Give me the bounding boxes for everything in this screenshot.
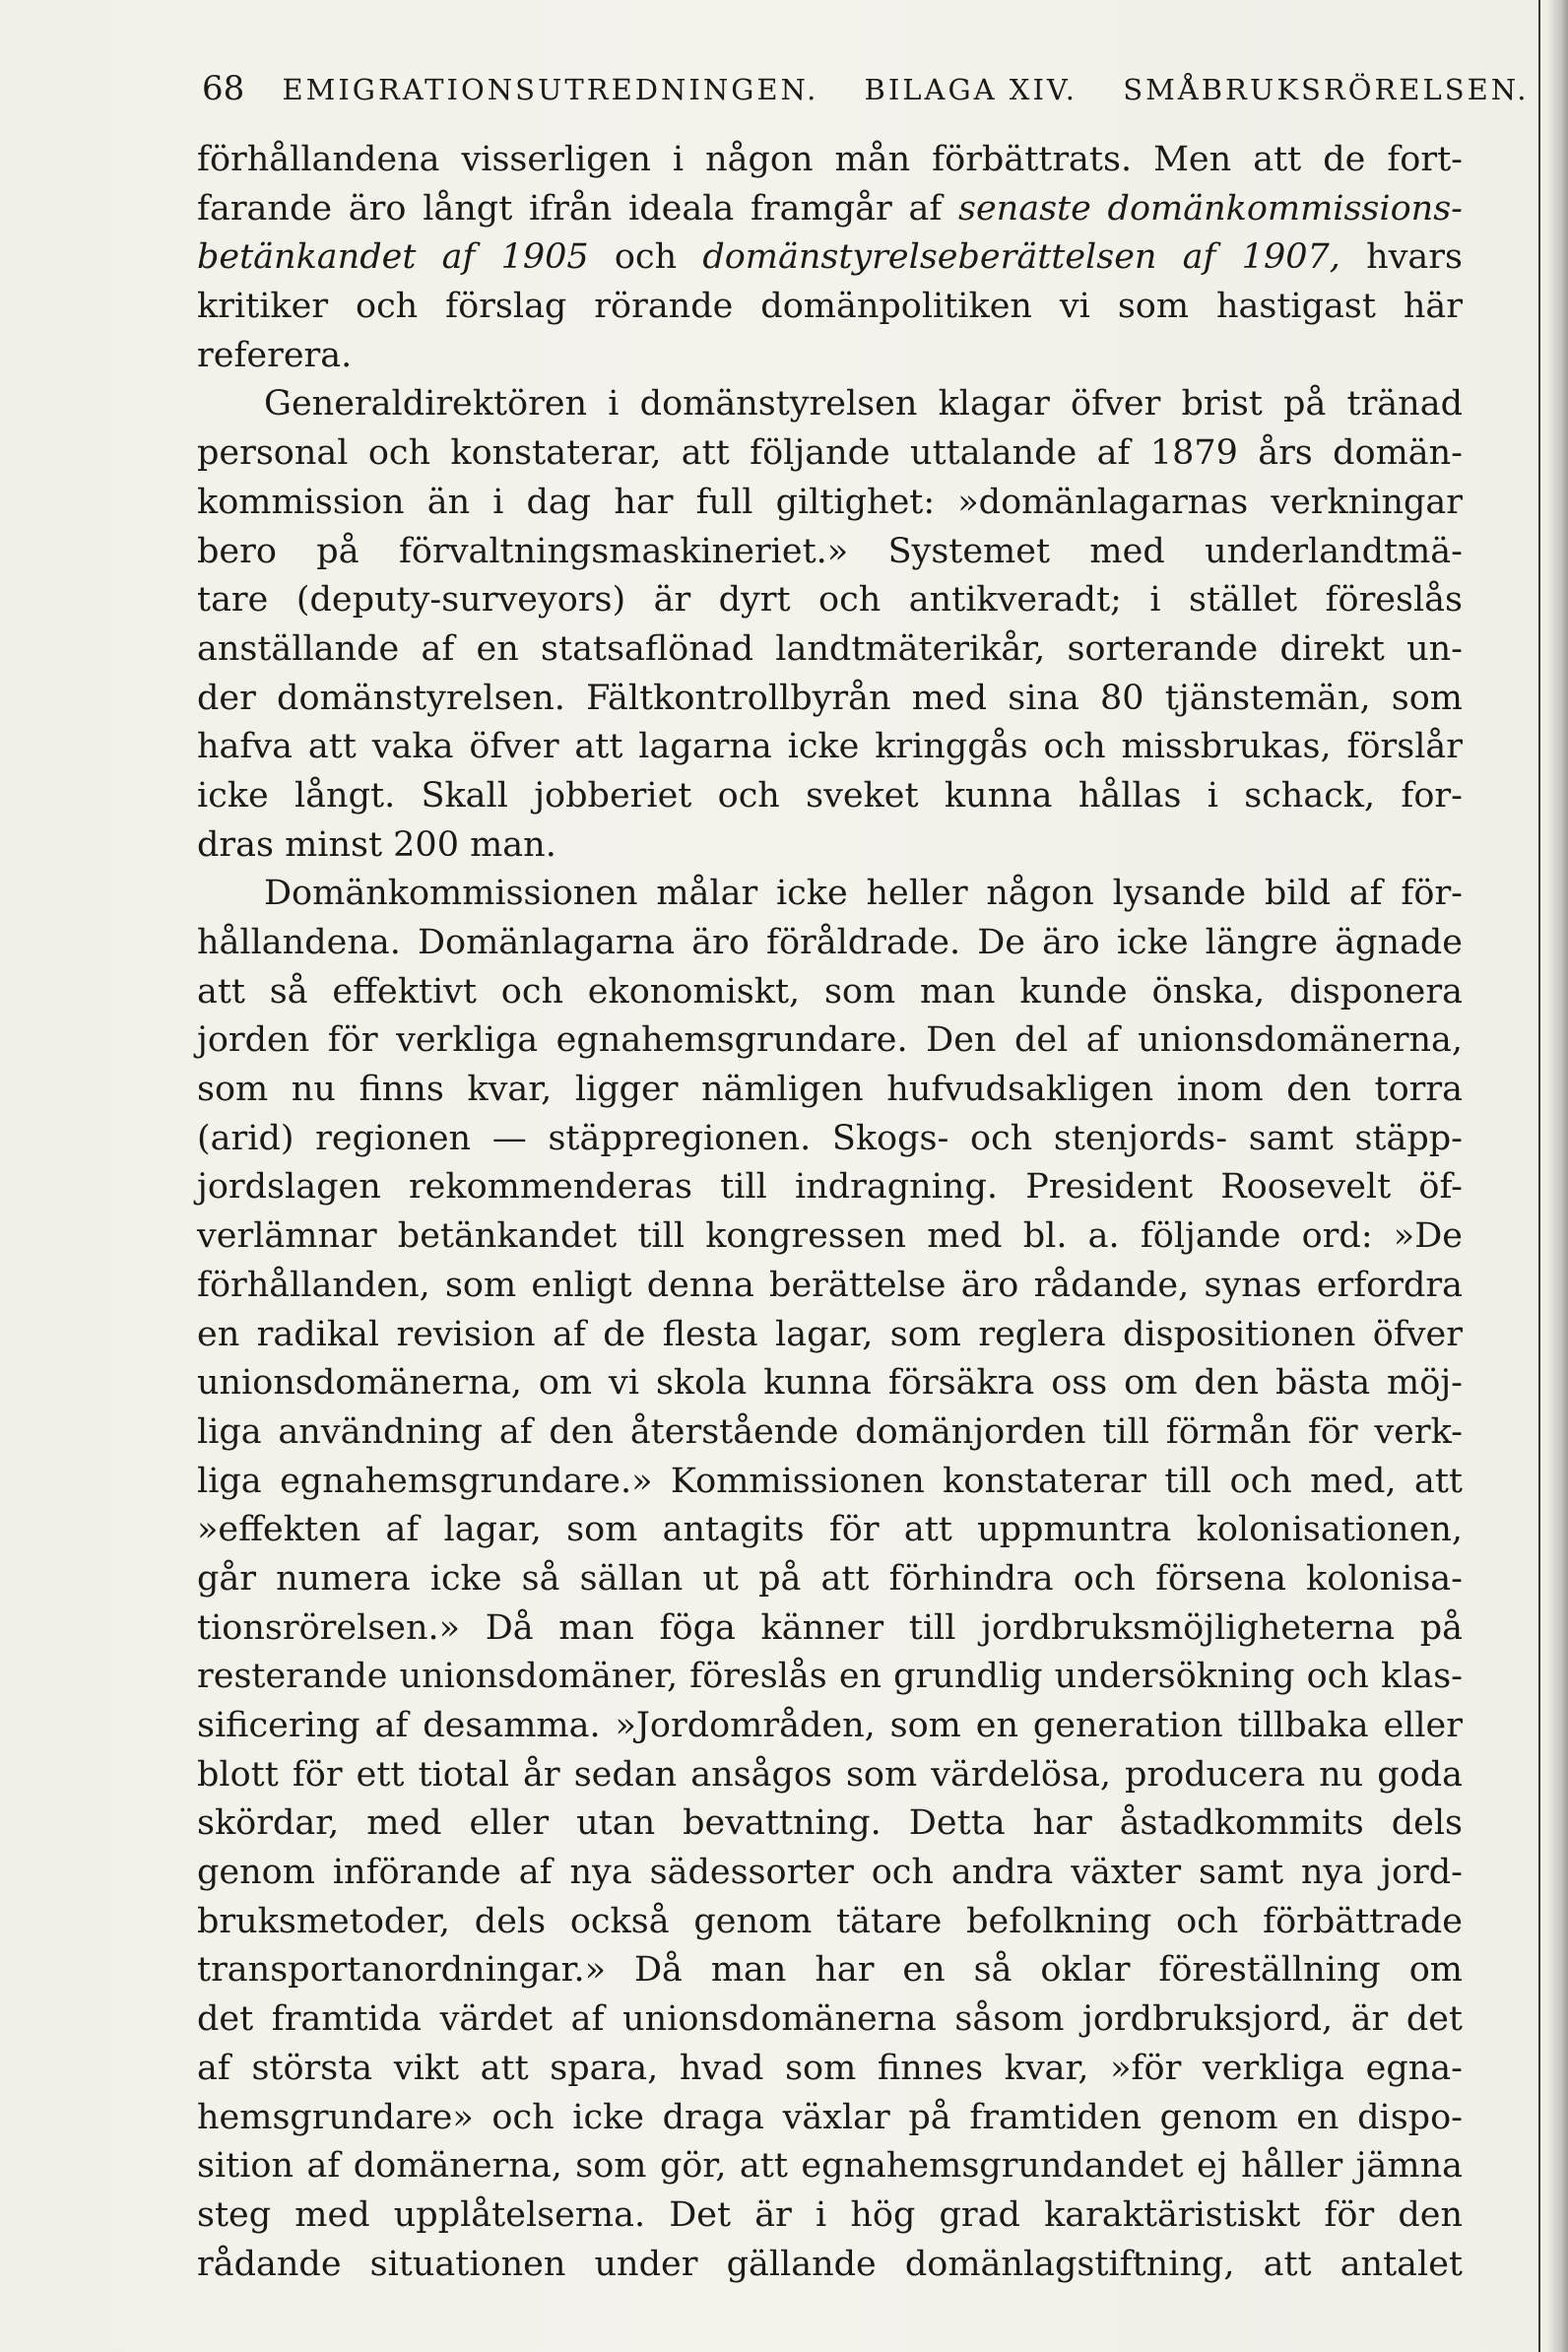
text-line: sition af domänerna, som gör, att egnahemsgrundandet ej håller jämna xyxy=(197,2146,1463,2187)
text-line: som nu finns kvar, ligger nämligen hufvudsakligen inom den torra xyxy=(197,1070,1463,1110)
text-line: »effekten af lagar, som antagits för att uppmuntra kolonisationen, xyxy=(197,1510,1463,1550)
text-line: går numera icke så sällan ut på att förhindra och försena kolonisa- xyxy=(197,1558,1463,1599)
running-header xyxy=(202,69,1530,118)
text-line: personal och konstaterar, att följande uttalande af 1879 års domän- xyxy=(197,433,1463,474)
text-line: kritiker och förslag rörande domänpolitiken vi som hastigast här xyxy=(197,287,1463,327)
text-line: tionsrörelsen.» Då man föga känner till jordbruksmöjligheterna på xyxy=(197,1607,1463,1648)
text-line: en radikal revision af de flesta lagar, som reglera dispositionen öfver xyxy=(197,1314,1463,1354)
header-appendix: BILAGA XIV. xyxy=(864,73,1078,106)
text-line: verlämnar betänkandet till kongressen med bl. a. följande ord: »De xyxy=(197,1216,1463,1257)
text-line: unionsdomänerna, om vi skola kunna försäkra oss om den bästa möj- xyxy=(197,1363,1463,1404)
text-line: der domänstyrelsen. Fältkontrollbyrån med sina 80 tjänstemän, som xyxy=(197,678,1463,718)
text-line: icke långt. Skall jobberiet och sveket kunna hållas i schack, for- xyxy=(197,775,1463,816)
text-line: bero på förvaltningsmaskineriet.» Systemet med underlandtmä- xyxy=(197,531,1463,571)
body-text xyxy=(197,136,1463,2289)
text-line: Domänkommissionen målar icke heller någon lysande bild af för- xyxy=(264,874,1463,914)
text-line: förhållandena visserligen i någon mån förbättrats. Men att de fort- xyxy=(197,140,1463,179)
text-line: transportanordningar.» Då man har en så oklar föreställning om xyxy=(197,1950,1463,1991)
text-line: skördar, med eller utan bevattning. Detta har åstadkommits dels xyxy=(197,1803,1463,1844)
text-line: sificering af desamma. »Jordområden, som en generation tillbaka eller xyxy=(197,1706,1463,1745)
text-line xyxy=(197,233,1463,283)
text-line: Generaldirektören i domänstyrelsen klagar öfver brist på tränad xyxy=(264,384,1463,425)
text-line: hafva att vaka öfver att lagarna icke kringgås och missbrukas, förslår xyxy=(197,727,1463,767)
text-segment: farande äro långt ifrån ideala framgår af xyxy=(197,188,958,229)
text-line: af största vikt att spara, hvad som finnes kvar, »för verkliga egna- xyxy=(197,2048,1463,2088)
text-line: att så effektivt och ekonomiskt, som man kunde önska, disponera xyxy=(197,971,1463,1012)
text-line: genom införande af nya sädessorter och andra växter samt nya jord- xyxy=(197,1853,1463,1893)
italic-text: domänstyrelseberättelsen af 1907, xyxy=(702,237,1340,278)
text-line: steg med upplåtelserna. Det är i hög grad karaktäristiskt för den xyxy=(197,2194,1463,2235)
text-line: jordslagen rekommenderas till indragning. President Roosevelt öf- xyxy=(197,1167,1463,1208)
header-title: EMIGRATIONSUTREDNINGEN. xyxy=(282,73,819,106)
text-line: hållandena. Domänlagarna äro föråldrade. De äro icke längre ägnade xyxy=(197,923,1463,962)
italic-text: senaste domänkommissions- xyxy=(958,188,1463,229)
text-line: dras minst 200 man. xyxy=(197,824,556,865)
text-line: kommission än i dag har full giltighet: »domänlagarnas verkningar xyxy=(197,482,1463,522)
text-line: referera. xyxy=(197,335,353,375)
page-edge-line xyxy=(1538,0,1540,2352)
text-segment: hvars xyxy=(1366,237,1463,278)
page-edge-shadow xyxy=(1546,0,1568,2352)
text-line: rådande situationen under gällande domänlagstiftning, att antalet xyxy=(197,2244,1463,2284)
text-line: anställande af en statsaflönad landtmäterikår, sorterande direkt un- xyxy=(197,628,1463,669)
header-section: SMÅBRUKSRÖRELSEN. xyxy=(1123,73,1530,106)
italic-text: betänkandet af 1905 xyxy=(197,237,589,278)
text-line: liga egnahemsgrundare.» Kommissionen konstaterar till och med, att xyxy=(197,1461,1463,1501)
text-line: tare (deputy-surveyors) är dyrt och antikveradt; i stället föreslås xyxy=(197,580,1463,621)
text-line: bruksmetoder, dels också genom tätare befolkning och förbättrade xyxy=(197,1901,1463,1941)
text-line: liga användning af den återstående domänjorden till förmån för verk- xyxy=(197,1411,1463,1452)
page-number: 68 xyxy=(202,69,245,108)
text-line xyxy=(197,185,1463,234)
text-line: hemsgrundare» och icke draga växlar på framtiden genom en dispo- xyxy=(197,2097,1463,2137)
text-line: resterande unionsdomäner, föreslås en grundlig undersökning och klas- xyxy=(197,1657,1463,1697)
text-line: det framtida värdet af unionsdomänerna såsom jordbruksjord, är det xyxy=(197,1999,1463,2040)
text-line: blott för ett tiotal år sedan ansågos som värdelösa, producera nu goda xyxy=(197,1754,1463,1795)
text-segment: och xyxy=(614,237,678,278)
text-line: (arid) regionen — stäppregionen. Skogs- och stenjords- samt stäpp- xyxy=(197,1118,1463,1158)
text-line: förhållanden, som enligt denna berättelse äro rådande, synas erfordra xyxy=(197,1265,1463,1305)
text-line: jorden för verkliga egnahemsgrundare. Den del af unionsdomänerna, xyxy=(197,1020,1463,1061)
